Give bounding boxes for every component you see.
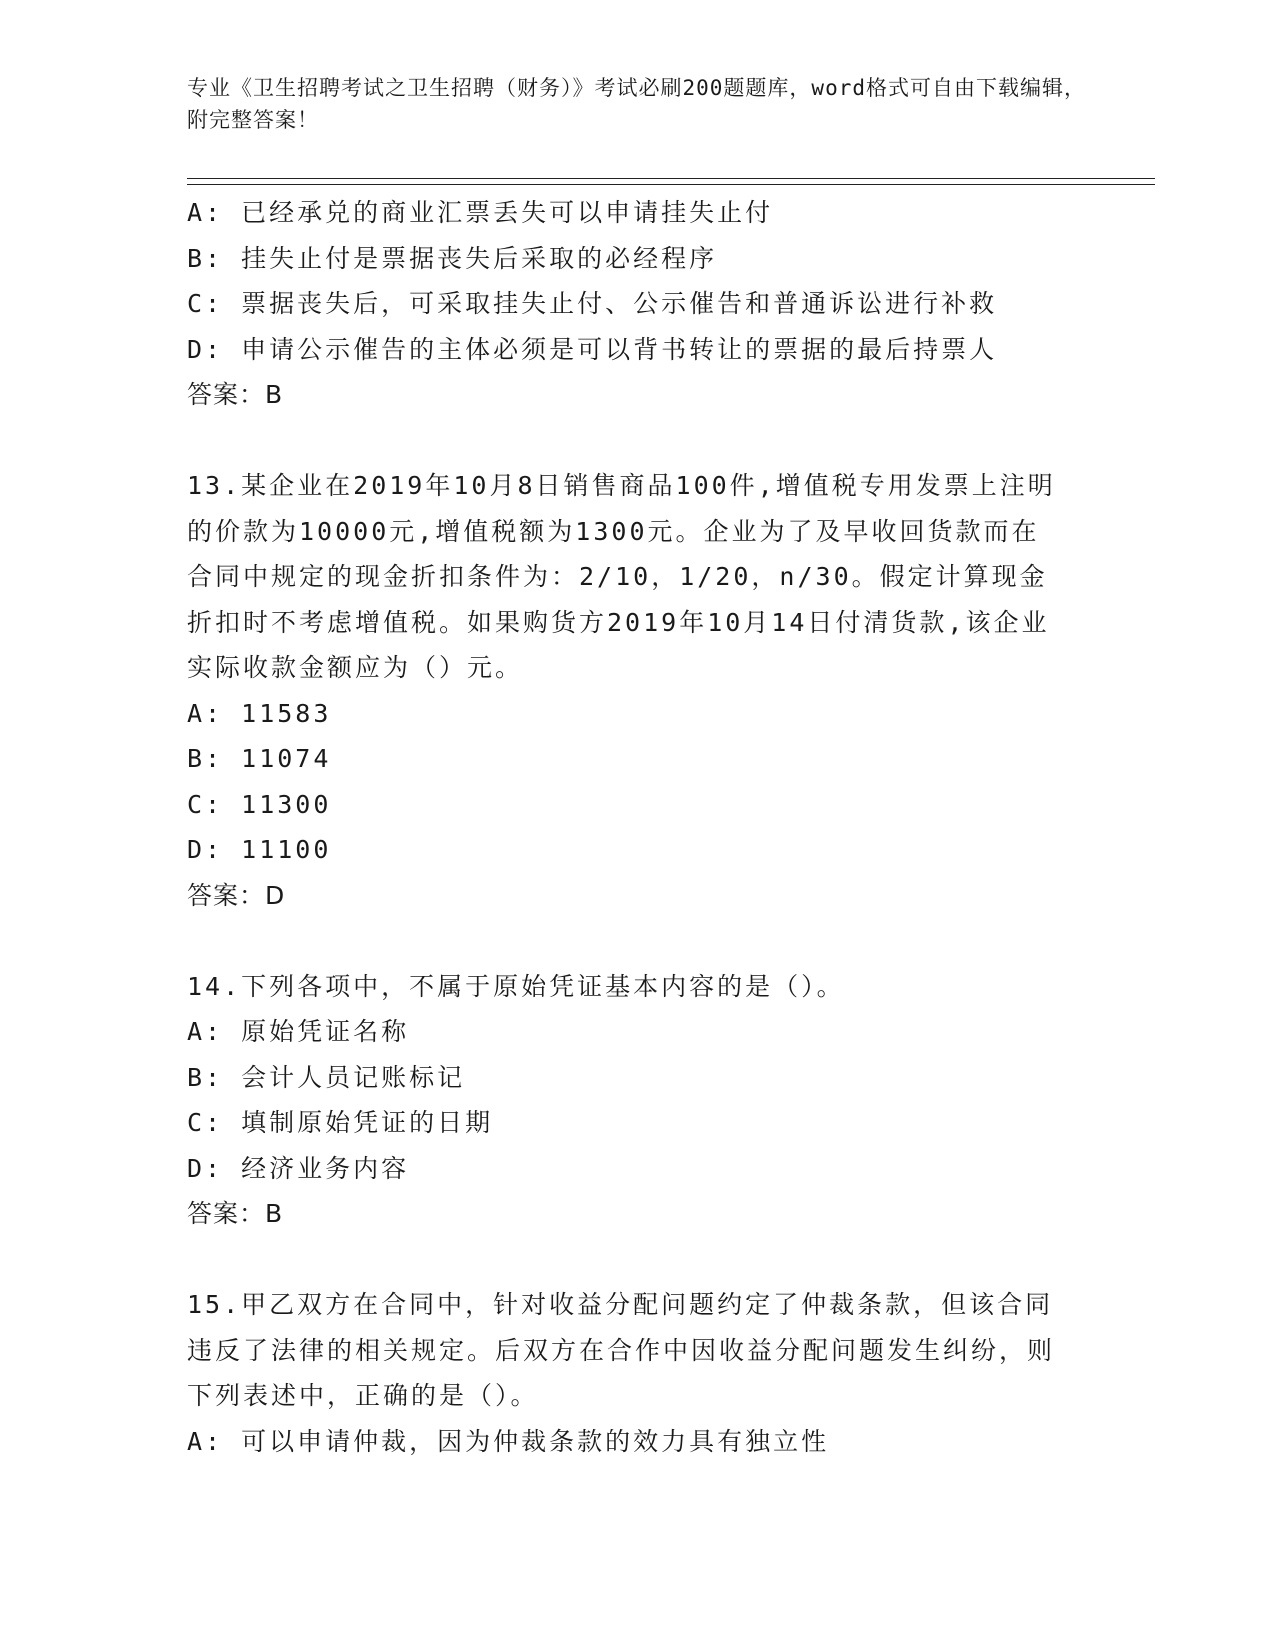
question-stem: 15.甲乙双方在合同中，针对收益分配问题约定了仲裁条款，但该合同违反了法律的相关规定。后双方在合作中因收益分配问题发生纠纷，则下列表述中，正确的是（）。 [187,1290,1056,1410]
option-a: A: 11583 [187,698,332,728]
question-15 [187,1282,1087,1464]
question-list [187,190,1087,1464]
option-c: C: 11300 [187,789,332,819]
question-stem: 13.某企业在2019年10月8日销售商品100件,增值税专用发票上注明的价款为10000元,增值税额为1300元。企业为了及早收回货款而在合同中规定的现金折扣条件为：2/10，1/20，n/30。假定计算现金折扣时不考虑增值税。如果购货方2019年10月14日付清货款,该企业实际收款金额应为（）元。 [187,471,1056,682]
option-c: C: 填制原始凭证的日期 [187,1108,494,1137]
spacer [187,1237,1087,1283]
header-rule-bottom [187,184,1155,185]
question-12-tail [187,190,1087,418]
question-14 [187,964,1087,1237]
option-a: A: 已经承兑的商业汇票丢失可以申请挂失止付 [187,198,774,227]
answer: 答案：B [187,1199,284,1228]
question-13 [187,463,1087,918]
option-a: A: 可以申请仲裁，因为仲裁条款的效力具有独立性 [187,1426,830,1456]
option-b: B: 会计人员记账标记 [187,1062,466,1092]
spacer [187,418,1087,464]
option-d: D: 经济业务内容 [187,1153,410,1183]
answer: 答案：D [187,880,286,910]
option-b: B: 11074 [187,744,332,773]
option-d: D: 11100 [187,835,332,864]
spacer [187,918,1087,964]
option-d: D: 申请公示催告的主体必须是可以背书转让的票据的最后持票人 [187,334,998,364]
option-c: C: 票据丧失后，可采取挂失止付、公示催告和普通诉讼进行补救 [187,289,998,318]
option-a: A: 原始凭证名称 [187,1017,410,1046]
header-rule-top [187,178,1155,179]
answer: 答案：B [187,380,284,409]
option-b: B: 挂失止付是票据丧失后采取的必经程序 [187,243,718,273]
document-header: 专业《卫生招聘考试之卫生招聘（财务）》考试必刷200题题库，word格式可自由下载编辑，附完整答案！ [187,76,1086,132]
question-stem: 14.下列各项中，不属于原始凭证基本内容的是（）。 [187,971,845,1001]
